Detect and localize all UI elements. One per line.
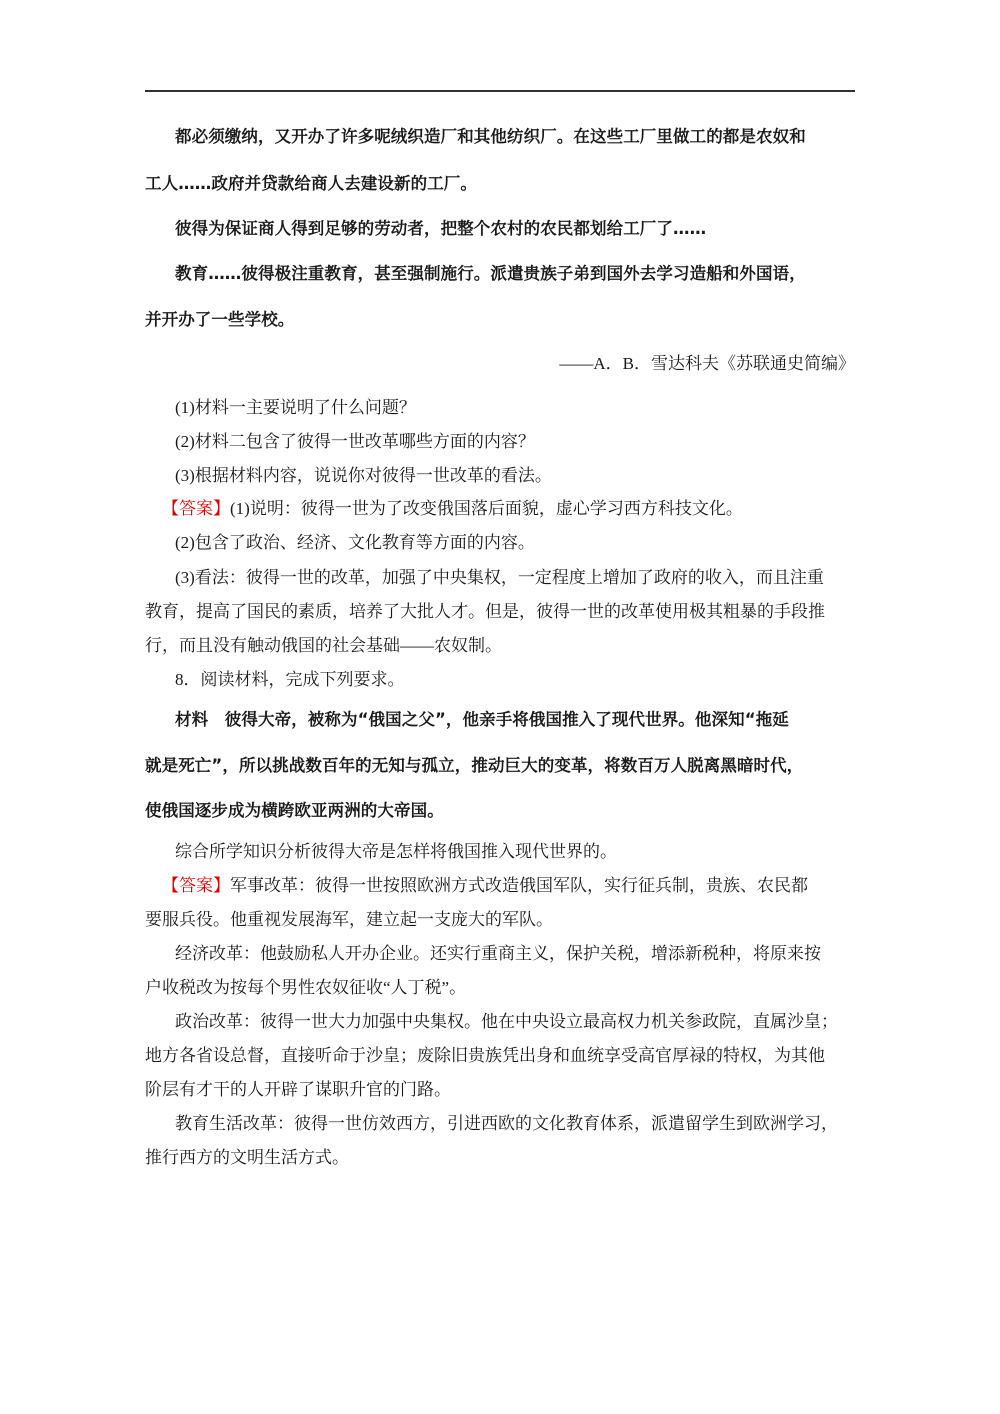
question-item: (2)材料二包含了彼得一世改革哪些方面的内容？ (175, 432, 535, 451)
question-item: (1)材料一主要说明了什么问题？ (175, 398, 416, 417)
answer-text: (1)说明：彼得一世为了改变俄国落后面貌，虚心学习西方科技文化。 (230, 499, 743, 518)
answer-line: 阶层有才干的人开辟了谋职升官的门路。 (145, 1080, 451, 1099)
answer-text: 军事改革：彼得一世按照欧洲方式改造俄国军队，实行征兵制，贵族、农民都 (230, 876, 808, 895)
answer-line: (3)看法：彼得一世的改革，加强了中央集权，一定程度上增加了政府的收入，而且注重 (175, 568, 824, 587)
answer-line: 教育，提高了国民的素质，培养了大批人才。但是，彼得一世的改革使用极其粗暴的手段推 (145, 602, 825, 621)
question-prompt: 综合所学知识分析彼得大帝是怎样将俄国推入现代世界的。 (175, 842, 617, 861)
header-rule (145, 90, 855, 92)
question-title: 8．阅读材料，完成下列要求。 (175, 670, 405, 689)
answer-line: 推行西方的文明生活方式。 (145, 1148, 349, 1167)
material-line: 就是死亡”，所以挑战数百年的无知与孤立，推动巨大的变革，将数百万人脱离黑暗时代， (145, 756, 804, 775)
answer-line: 政治改革：彼得一世大力加强中央集权。他在中央设立最高权力机关参政院，直属沙皇； (175, 1012, 838, 1031)
material-line: 都必须缴纳，又开办了许多呢绒织造厂和其他纺织厂。在这些工厂里做工的都是农奴和 (175, 127, 806, 146)
answer-line: 地方各省设总督，直接听命于沙皇；废除旧贵族凭出身和血统享受高官厚禄的特权，为其他 (145, 1046, 825, 1065)
answer-tag: 【答案】 (162, 876, 230, 895)
answer-line (162, 499, 874, 519)
material-line: 工人……政府并贷款给商人去建设新的工厂。 (145, 174, 477, 193)
answer-tag: 【答案】 (162, 499, 230, 518)
material-line: 并开办了一些学校。 (145, 310, 295, 329)
answer-line: 户收税改为按每个男性农奴征收“人丁税”。 (145, 978, 467, 997)
answer-line: 经济改革：他鼓励私人开办企业。还实行重商主义，保护关税，增添新税种，将原来按 (175, 944, 821, 963)
answer-line: 要服兵役。他重视发展海军，建立起一支庞大的军队。 (145, 910, 553, 929)
material-line: 彼得为保证商人得到足够的劳动者，把整个农村的农民都划给工厂了…… (175, 219, 707, 238)
answer-line: (2)包含了政治、经济、文化教育等方面的内容。 (175, 533, 535, 552)
question-item: (3)根据材料内容，说说你对彼得一世改革的看法。 (175, 466, 552, 485)
answer-line: 行，而且没有触动俄国的社会基础——农奴制。 (145, 636, 502, 655)
material-line: 材料 彼得大帝，被称为“俄国之父”，他亲手将俄国推入了现代世界。他深知“拖延 (175, 710, 789, 729)
answer-line: 教育生活改革：彼得一世仿效西方，引进西欧的文化教育体系，派遣留学生到欧洲学习， (175, 1114, 838, 1133)
material-line: 使俄国逐步成为横跨欧亚两洲的大帝国。 (145, 801, 444, 820)
answer-line (162, 876, 874, 896)
citation: ——A．B．雪达科夫《苏联通史简编》 (559, 354, 855, 373)
material-line: 教育……彼得极注重教育，甚至强制施行。派遣贵族子弟到国外去学习造船和外国语， (175, 264, 806, 283)
